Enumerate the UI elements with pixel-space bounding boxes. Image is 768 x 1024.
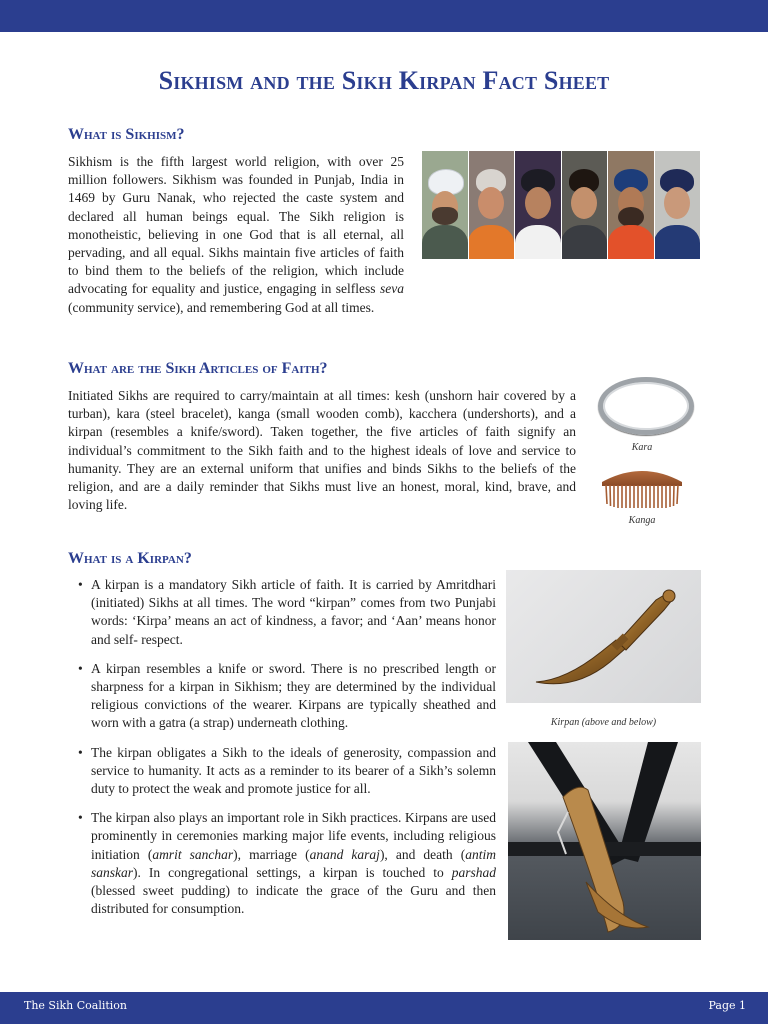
kara-bracelet-image: [598, 377, 694, 435]
portrait-collage: [422, 151, 700, 259]
footer-organization: The Sikh Coalition: [24, 999, 128, 1012]
kirpan-bullet-list: [78, 576, 496, 929]
portrait-photo: [469, 151, 515, 259]
list-item: • A kirpan is a mandatory Sikh article of faith. It is carried by Amritdhari (initiated) Sikhs at all times. The word “kirpan” comes from two Punjabi words: ‘Kirpa’ means an act of kindness, a favor; and ‘Aan’ means honor and self- respect.: [78, 576, 496, 649]
list-item: • The kirpan also plays an important role in Sikh practices. Kirpans are used prominently in ceremonies marking major life events, including religious initiation (amrit sanchar), marriage (anand karaj), and death (antim sanskar). In congregational settings, a kirpan is touched to parshad (blessed sweet pudding) to indicate the grace of the Guru and then distributed for consumption.: [78, 809, 496, 918]
kanga-comb-image: [598, 460, 686, 512]
portrait-photo: [515, 151, 561, 259]
page-number: Page 1: [708, 999, 746, 1012]
section-heading-what-is-kirpan: What is a Kirpan?: [68, 550, 192, 567]
portrait-photo: [608, 151, 654, 259]
section-heading-articles-of-faith: What are the Sikh Articles of Faith?: [68, 360, 328, 377]
section-text-articles-of-faith: Initiated Sikhs are required to carry/maintain at all times: kesh (unshorn hair covered by a turban), kara (steel bracelet), kanga (small wooden comb), kacchera (undershorts), and a kirpan (resembles a knife/sword). Taken together, the five articles of faith signify an individual’s commitment to the Sikh faith and to the highest ideals of love and service to humanity. They are an external uniform that unifies and binds Sikhs to the beliefs of the religion, and are a daily reminder that Sikhs must live an honest, moral, kind, brave, and loving life.: [68, 388, 576, 513]
list-item: • The kirpan obligates a Sikh to the ideals of generosity, compassion and service to humanity. It acts as a reminder to its bearer of a Sikh’s solemn duty to protect the weak and promote justice for all.: [78, 744, 496, 799]
section-heading-what-is-sikhism: What is Sikhism?: [68, 126, 185, 143]
top-banner: [0, 0, 768, 32]
page-title: Sikhism and the Sikh Kirpan Fact Sheet: [158, 66, 610, 95]
kirpan-photo-sheathed: [506, 570, 701, 703]
portrait-photo: [655, 151, 701, 259]
footer-bar: [0, 992, 768, 1024]
kirpan-photo-worn: [508, 742, 701, 940]
portrait-photo: [422, 151, 468, 259]
portrait-photo: [562, 151, 608, 259]
kanga-caption: Kanga: [628, 515, 656, 526]
kirpan-caption: Kirpan (above and below): [550, 717, 657, 728]
section-text-what-is-sikhism: Sikhism is the fifth largest world religion, with over 25 million followers. Sikhism was founded in Punjab, India in 1469 by Guru Nanak, who rejected the caste system and declared all human beings equal. The Sikh religion is monotheistic, believing in one God that is all eternal, all pervading, and all equal. Sikhs maintain five articles of faith to bind them to the beliefs of the religion, which include advocating for equality and justice, engaging in selfless seva (community service), and remembering God at all times.: [68, 154, 404, 315]
list-item: • A kirpan resembles a knife or sword. There is no prescribed length or sharpness for a kirpan in Sikhism; they are determined by the individual religious convictions of the wearer. Kirpans are typically sheathed and worn with a gatra (a strap) underneath clothing.: [78, 660, 496, 733]
kara-caption: Kara: [631, 442, 653, 453]
